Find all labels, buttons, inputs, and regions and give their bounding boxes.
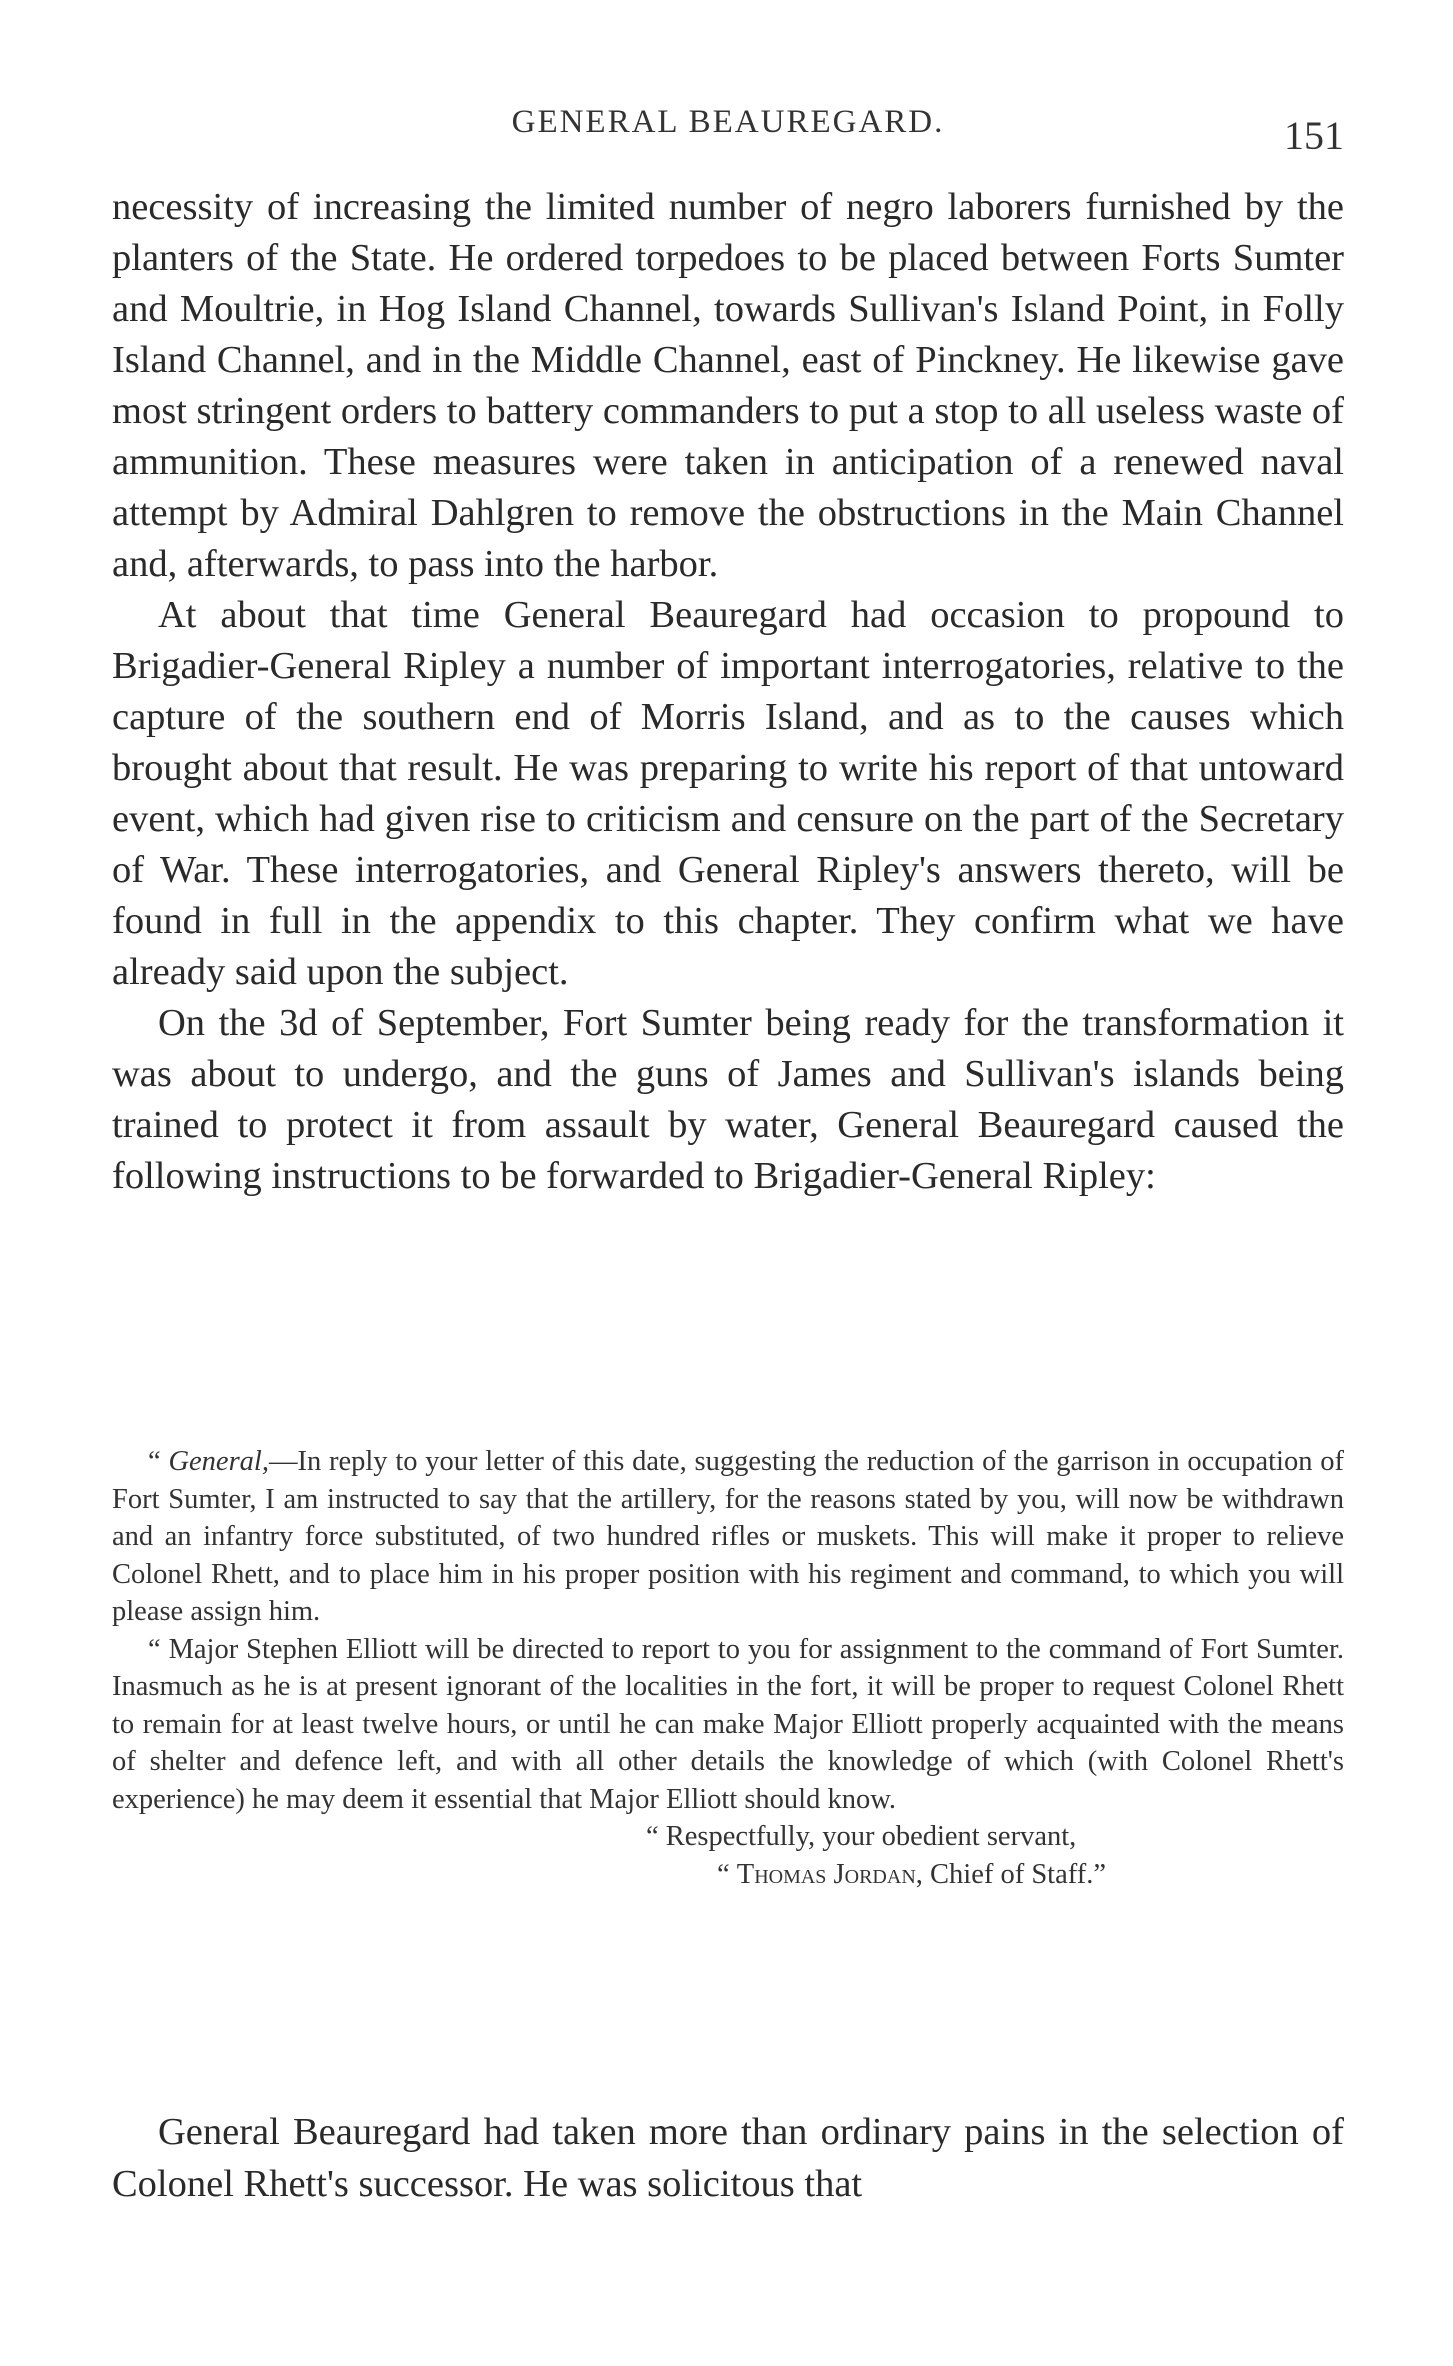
signature-name: Thomas Jordan — [736, 1858, 916, 1890]
paragraph-successor: General Beauregard had taken more than ordinary pains in the selection of Colonel Rhett's successor. He was solicitous that — [112, 2111, 1344, 2205]
signature-title: , Chief of Staff.” — [915, 1858, 1106, 1890]
paragraph-september: On the 3d of September, Fort Sumter being ready for the transformation it was about to undergo, and the guns of James and Sullivan's islands being trained to protect it from assault by water, General Beauregard caused the following instructions to be forwarded to Brigadier-General Ripley: — [112, 1002, 1344, 1197]
letter-paragraph-2: “ Major Stephen Elliott will be directed to report to you for assignment to the command of Fort Sumter. Inasmuch as he is at present ignorant of the localities in the fort, it will be proper to request Colonel Rhett to remain for at least twelve hours, or until he can make Major Elliott properly acquainted with the means of shelter and defence left, and with all other details the knowledge of which (with Colonel Rhett's experience) he may deem it essential that Major Elliott should know. — [112, 1633, 1344, 1815]
running-title: GENERAL BEAUREGARD. — [511, 104, 945, 140]
letter-paragraph-1-text: —In reply to your letter of this date, suggesting the reduction of the garrison in occupation of Fort Sumter, I am instructed to say that the artillery, for the reasons stated by you, will now be withdrawn and an infantry force substituted, of two hundred rifles or muskets. This will make it proper to relieve Colonel Rhett, and to place him in his proper position with his regiment and command, to which you will please assign him. — [112, 1446, 1344, 1627]
page-number: 151 — [1284, 113, 1344, 158]
closing-text — [112, 2106, 1344, 2210]
letter-salutation: General, — [168, 1446, 269, 1477]
letter-paragraph-1 — [112, 1443, 1344, 1631]
main-text — [112, 182, 1344, 1202]
letter-signature — [112, 1856, 1344, 1894]
open-quote: “ — [148, 1446, 169, 1477]
running-head — [112, 98, 1344, 158]
letter-closing: “ Respectfully, your obedient servant, — [646, 1821, 1077, 1852]
paragraph-interrogatories: At about that time General Beauregard had occasion to propound to Brigadier-General Ripley a number of important interrogatories, relative to the capture of the southern end of Morris Island, and as to the causes which brought about that result. He was preparing to write his report of that untoward event, which had given rise to criticism and censure on the part of the Secretary of War. These interrogatories, and General Ripley's answers thereto, will be found in full in the appendix to this chapter. They confirm what we have already said upon the subject. — [112, 594, 1344, 993]
signature-open-quote: “ — [717, 1858, 737, 1890]
paragraph-continued: necessity of increasing the limited number of negro laborers furnished by the planters of the State. He ordered torpedoes to be placed between Forts Sumter and Moultrie, in Hog Island Channel, towards Sullivan's Island Point, in Folly Island Channel, and in the Middle Channel, east of Pinckney. He likewise gave most stringent orders to battery commanders to put a stop to all useless waste of ammunition. These measures were taken in anticipation of a renewed naval attempt by Admiral Dahlgren to remove the obstructions in the Main Channel and, afterwards, to pass into the harbor. — [112, 186, 1344, 585]
quoted-letter — [112, 1443, 1344, 1893]
